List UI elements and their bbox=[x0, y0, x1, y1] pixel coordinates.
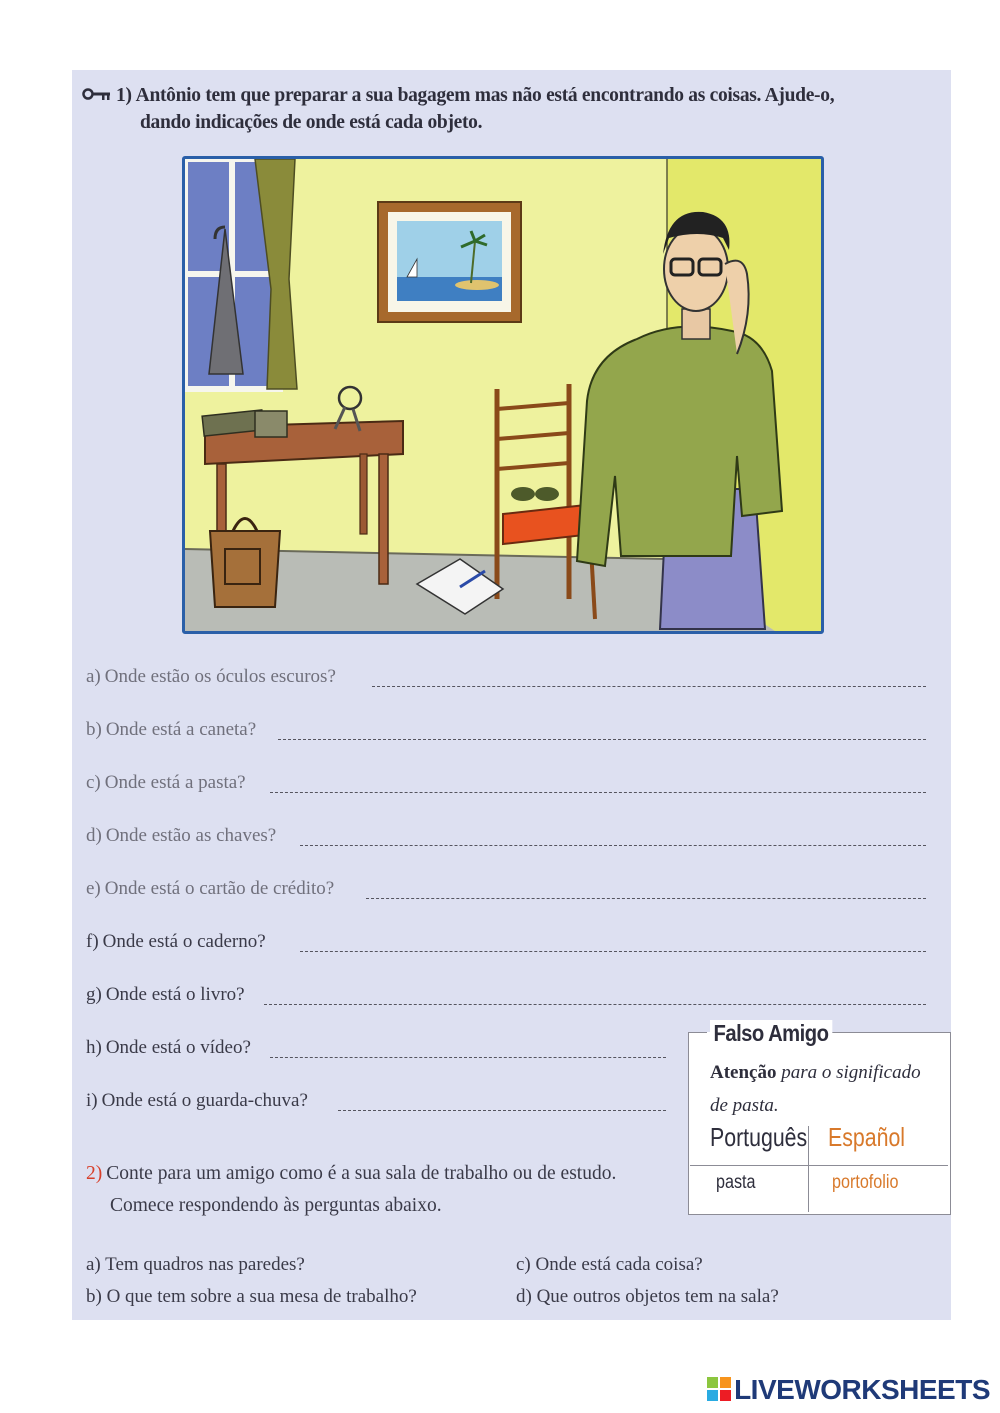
sub-question-b: b) O que tem sobre a sua mesa de trabalho? bbox=[86, 1286, 417, 1307]
answer-line-c[interactable] bbox=[270, 792, 926, 793]
answer-line-h[interactable] bbox=[270, 1057, 666, 1058]
room-illustration bbox=[182, 156, 824, 634]
exercise-2-number: 2) bbox=[86, 1163, 103, 1184]
question-e: e) Onde está o cartão de crédito? bbox=[86, 878, 335, 899]
sub-question-d: d) Que outros objetos tem na sala? bbox=[516, 1286, 779, 1307]
key-icon bbox=[82, 82, 116, 109]
column-portugues: Português bbox=[710, 1122, 808, 1152]
answer-line-d[interactable] bbox=[300, 845, 926, 846]
sub-question-c: c) Onde está cada coisa? bbox=[516, 1254, 703, 1275]
table-divider bbox=[808, 1126, 809, 1212]
exercise-1-heading bbox=[82, 82, 942, 136]
cell-portofolio: portofolio bbox=[832, 1172, 899, 1193]
question-i: i) Onde está o guarda-chuva? bbox=[86, 1090, 308, 1111]
video-tape bbox=[255, 411, 287, 437]
question-c: c) Onde está a pasta? bbox=[86, 772, 246, 793]
exercise-2-line1: Conte para um amigo como é a sua sala de trabalho ou de estudo. bbox=[106, 1163, 617, 1184]
exercise-2-line2: Comece respondendo às perguntas abaixo. bbox=[110, 1195, 442, 1216]
answer-line-g[interactable] bbox=[264, 1004, 926, 1005]
briefcase bbox=[210, 519, 280, 608]
question-h: h) Onde está o vídeo? bbox=[86, 1037, 251, 1058]
exercise-1-line2: dando indicações de onde está cada objeto. bbox=[140, 112, 483, 133]
sunglasses bbox=[511, 487, 535, 501]
exercise-1-number: 1) bbox=[116, 85, 132, 106]
exercise-1-line1: Antônio tem que preparar a sua bagagem mas não está encontrando as coisas. Ajude-o, bbox=[135, 85, 835, 106]
liveworksheets-icon bbox=[706, 1376, 732, 1402]
question-f: f) Onde está o caderno? bbox=[86, 931, 266, 952]
falso-amigo-text: Atenção para o significado de pasta. bbox=[710, 1062, 921, 1116]
sub-question-a: a) Tem quadros nas paredes? bbox=[86, 1254, 305, 1275]
table-rule bbox=[690, 1165, 948, 1166]
painting bbox=[378, 202, 521, 322]
exercise-2-heading bbox=[86, 1158, 616, 1222]
question-a: a) Onde estão os óculos escuros? bbox=[86, 666, 336, 687]
answer-line-i[interactable] bbox=[338, 1110, 666, 1111]
answer-line-f[interactable] bbox=[300, 951, 926, 952]
question-b: b) Onde está a caneta? bbox=[86, 719, 257, 740]
answer-line-b[interactable] bbox=[278, 739, 926, 740]
question-g: g) Onde está o livro? bbox=[86, 984, 245, 1005]
answer-line-a[interactable] bbox=[372, 686, 926, 687]
falso-amigo-title: Falso Amigo bbox=[710, 1020, 832, 1047]
question-d: d) Onde estão as chaves? bbox=[86, 825, 277, 846]
answer-line-e[interactable] bbox=[366, 898, 926, 899]
cell-pasta: pasta bbox=[716, 1172, 756, 1193]
liveworksheets-logo: LIVEWORKSHEETS bbox=[706, 1374, 990, 1406]
column-espanol: Español bbox=[828, 1122, 906, 1152]
